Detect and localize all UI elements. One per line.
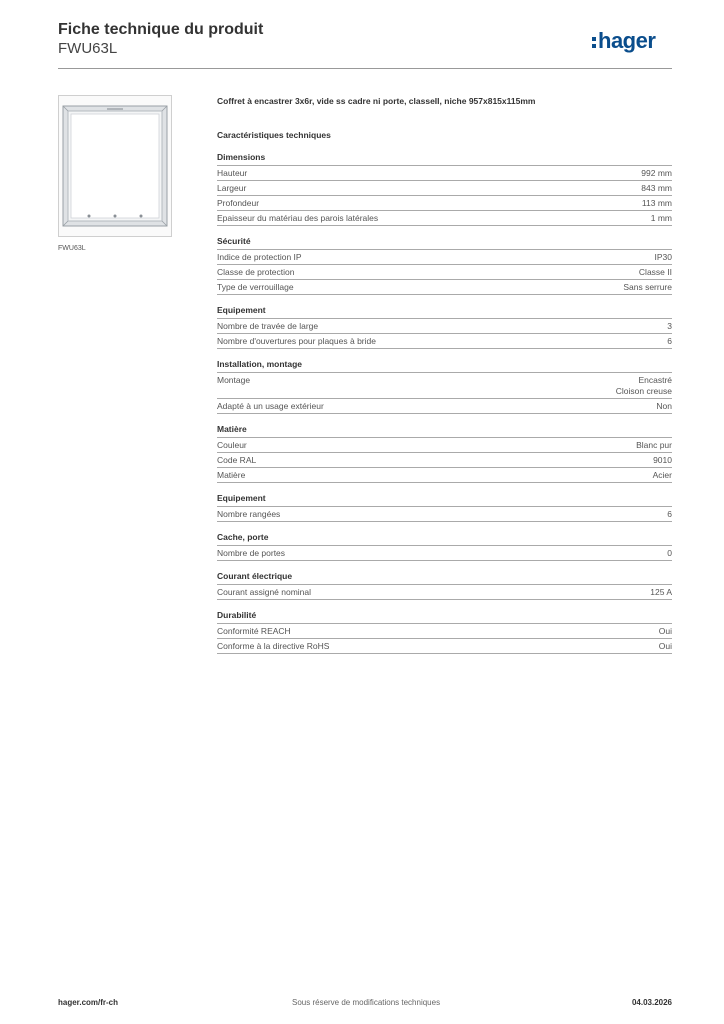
spec-value: Sans serrure [623, 282, 672, 292]
spec-value: 6 [667, 509, 672, 519]
spec-label: Conforme à la directive RoHS [217, 641, 330, 651]
section-title: Cache, porte [217, 532, 672, 546]
section-title: Matière [217, 424, 672, 438]
spec-label: Largeur [217, 183, 247, 193]
spec-row [217, 453, 672, 468]
spec-value: Oui [658, 641, 672, 651]
spec-row [217, 196, 672, 211]
logo-dots-icon [592, 35, 597, 48]
spec-row [217, 639, 672, 654]
footer-website: hager.com/fr-ch [58, 998, 119, 1007]
spec-row [217, 624, 672, 639]
section-title: Equipement [217, 305, 672, 319]
spec-value: 992 mm [641, 168, 672, 178]
spec-value: Acier [652, 470, 672, 480]
spec-label: Indice de protection IP [217, 252, 302, 262]
spec-section [217, 610, 672, 654]
spec-row [217, 265, 672, 280]
spec-label: Nombre de portes [217, 548, 286, 558]
hager-logo [592, 28, 655, 54]
section-title: Courant électrique [217, 571, 672, 585]
spec-row [217, 166, 672, 181]
spec-sections [217, 152, 672, 654]
spec-label: Adapté à un usage extérieur [217, 401, 324, 411]
header-divider [58, 68, 672, 69]
spec-value: 3 [667, 321, 672, 331]
spec-value: Oui [658, 626, 672, 636]
spec-value: 0 [667, 548, 672, 558]
spec-row [217, 585, 672, 600]
spec-value: Blanc pur [636, 440, 672, 450]
spec-value: 9010 [653, 455, 672, 465]
spec-row [217, 211, 672, 226]
footer-notice: Sous réserve de modifications techniques [292, 998, 441, 1007]
spec-row [217, 319, 672, 334]
spec-row [217, 438, 672, 453]
spec-section [217, 424, 672, 483]
spec-row [217, 546, 672, 561]
spec-label: Nombre rangées [217, 509, 281, 519]
spec-value: 113 mm [641, 198, 672, 208]
spec-label: Profondeur [217, 198, 260, 208]
tech-section-title: Caractéristiques techniques [217, 130, 331, 140]
product-image [58, 95, 172, 237]
page-title: Fiche technique du produit [58, 21, 264, 38]
spec-label: Classe de protection [217, 267, 295, 277]
spec-row [217, 507, 672, 522]
spec-label: Nombre de travée de large [217, 321, 319, 331]
spec-label: Couleur [217, 440, 247, 450]
spec-value: 6 [667, 336, 672, 346]
spec-section [217, 236, 672, 295]
spec-label: Courant assigné nominal [217, 587, 312, 597]
spec-section [217, 493, 672, 522]
spec-value: Classe II [638, 267, 672, 277]
logo-text: hager [598, 28, 656, 53]
footer-date: 04.03.2026 [631, 998, 672, 1007]
spec-label: Hauteur [217, 168, 248, 178]
spec-section [217, 359, 672, 414]
spec-row [217, 250, 672, 265]
spec-label: Montage [217, 375, 251, 385]
product-code: FWU63L [58, 40, 118, 57]
spec-row [217, 334, 672, 349]
spec-label: Matière [217, 470, 246, 480]
spec-label: Nombre d'ouvertures pour plaques à bride [217, 336, 376, 346]
spec-row [217, 181, 672, 196]
spec-content [217, 96, 672, 664]
spec-row [217, 399, 672, 414]
spec-label: Conformité REACH [217, 626, 291, 636]
spec-row [217, 468, 672, 483]
spec-section [217, 532, 672, 561]
spec-label: Code RAL [217, 455, 257, 465]
product-description: Coffret à encastrer 3x6r, vide ss cadre ni porte, classeII, niche 957x815x115mm [217, 96, 536, 106]
spec-section [217, 305, 672, 349]
spec-row [217, 373, 672, 399]
image-caption: FWU63L [58, 245, 86, 252]
section-title: Dimensions [217, 152, 672, 166]
spec-value: Encastré Cloison creuse [615, 375, 672, 396]
section-title: Durabilité [217, 610, 672, 624]
spec-row [217, 280, 672, 295]
spec-label: Epaisseur du matériau des parois latérales [217, 213, 379, 223]
spec-value: 1 mm [650, 213, 672, 223]
spec-value: 843 mm [641, 183, 672, 193]
spec-value: IP30 [654, 252, 672, 262]
spec-section [217, 152, 672, 226]
section-title: Equipement [217, 493, 672, 507]
spec-value: 125 A [650, 587, 672, 597]
spec-value: Non [656, 401, 672, 411]
enclosure-illustration [59, 96, 171, 236]
spec-label: Type de verrouillage [217, 282, 294, 292]
section-title: Sécurité [217, 236, 672, 250]
spec-section [217, 571, 672, 600]
section-title: Installation, montage [217, 359, 672, 373]
